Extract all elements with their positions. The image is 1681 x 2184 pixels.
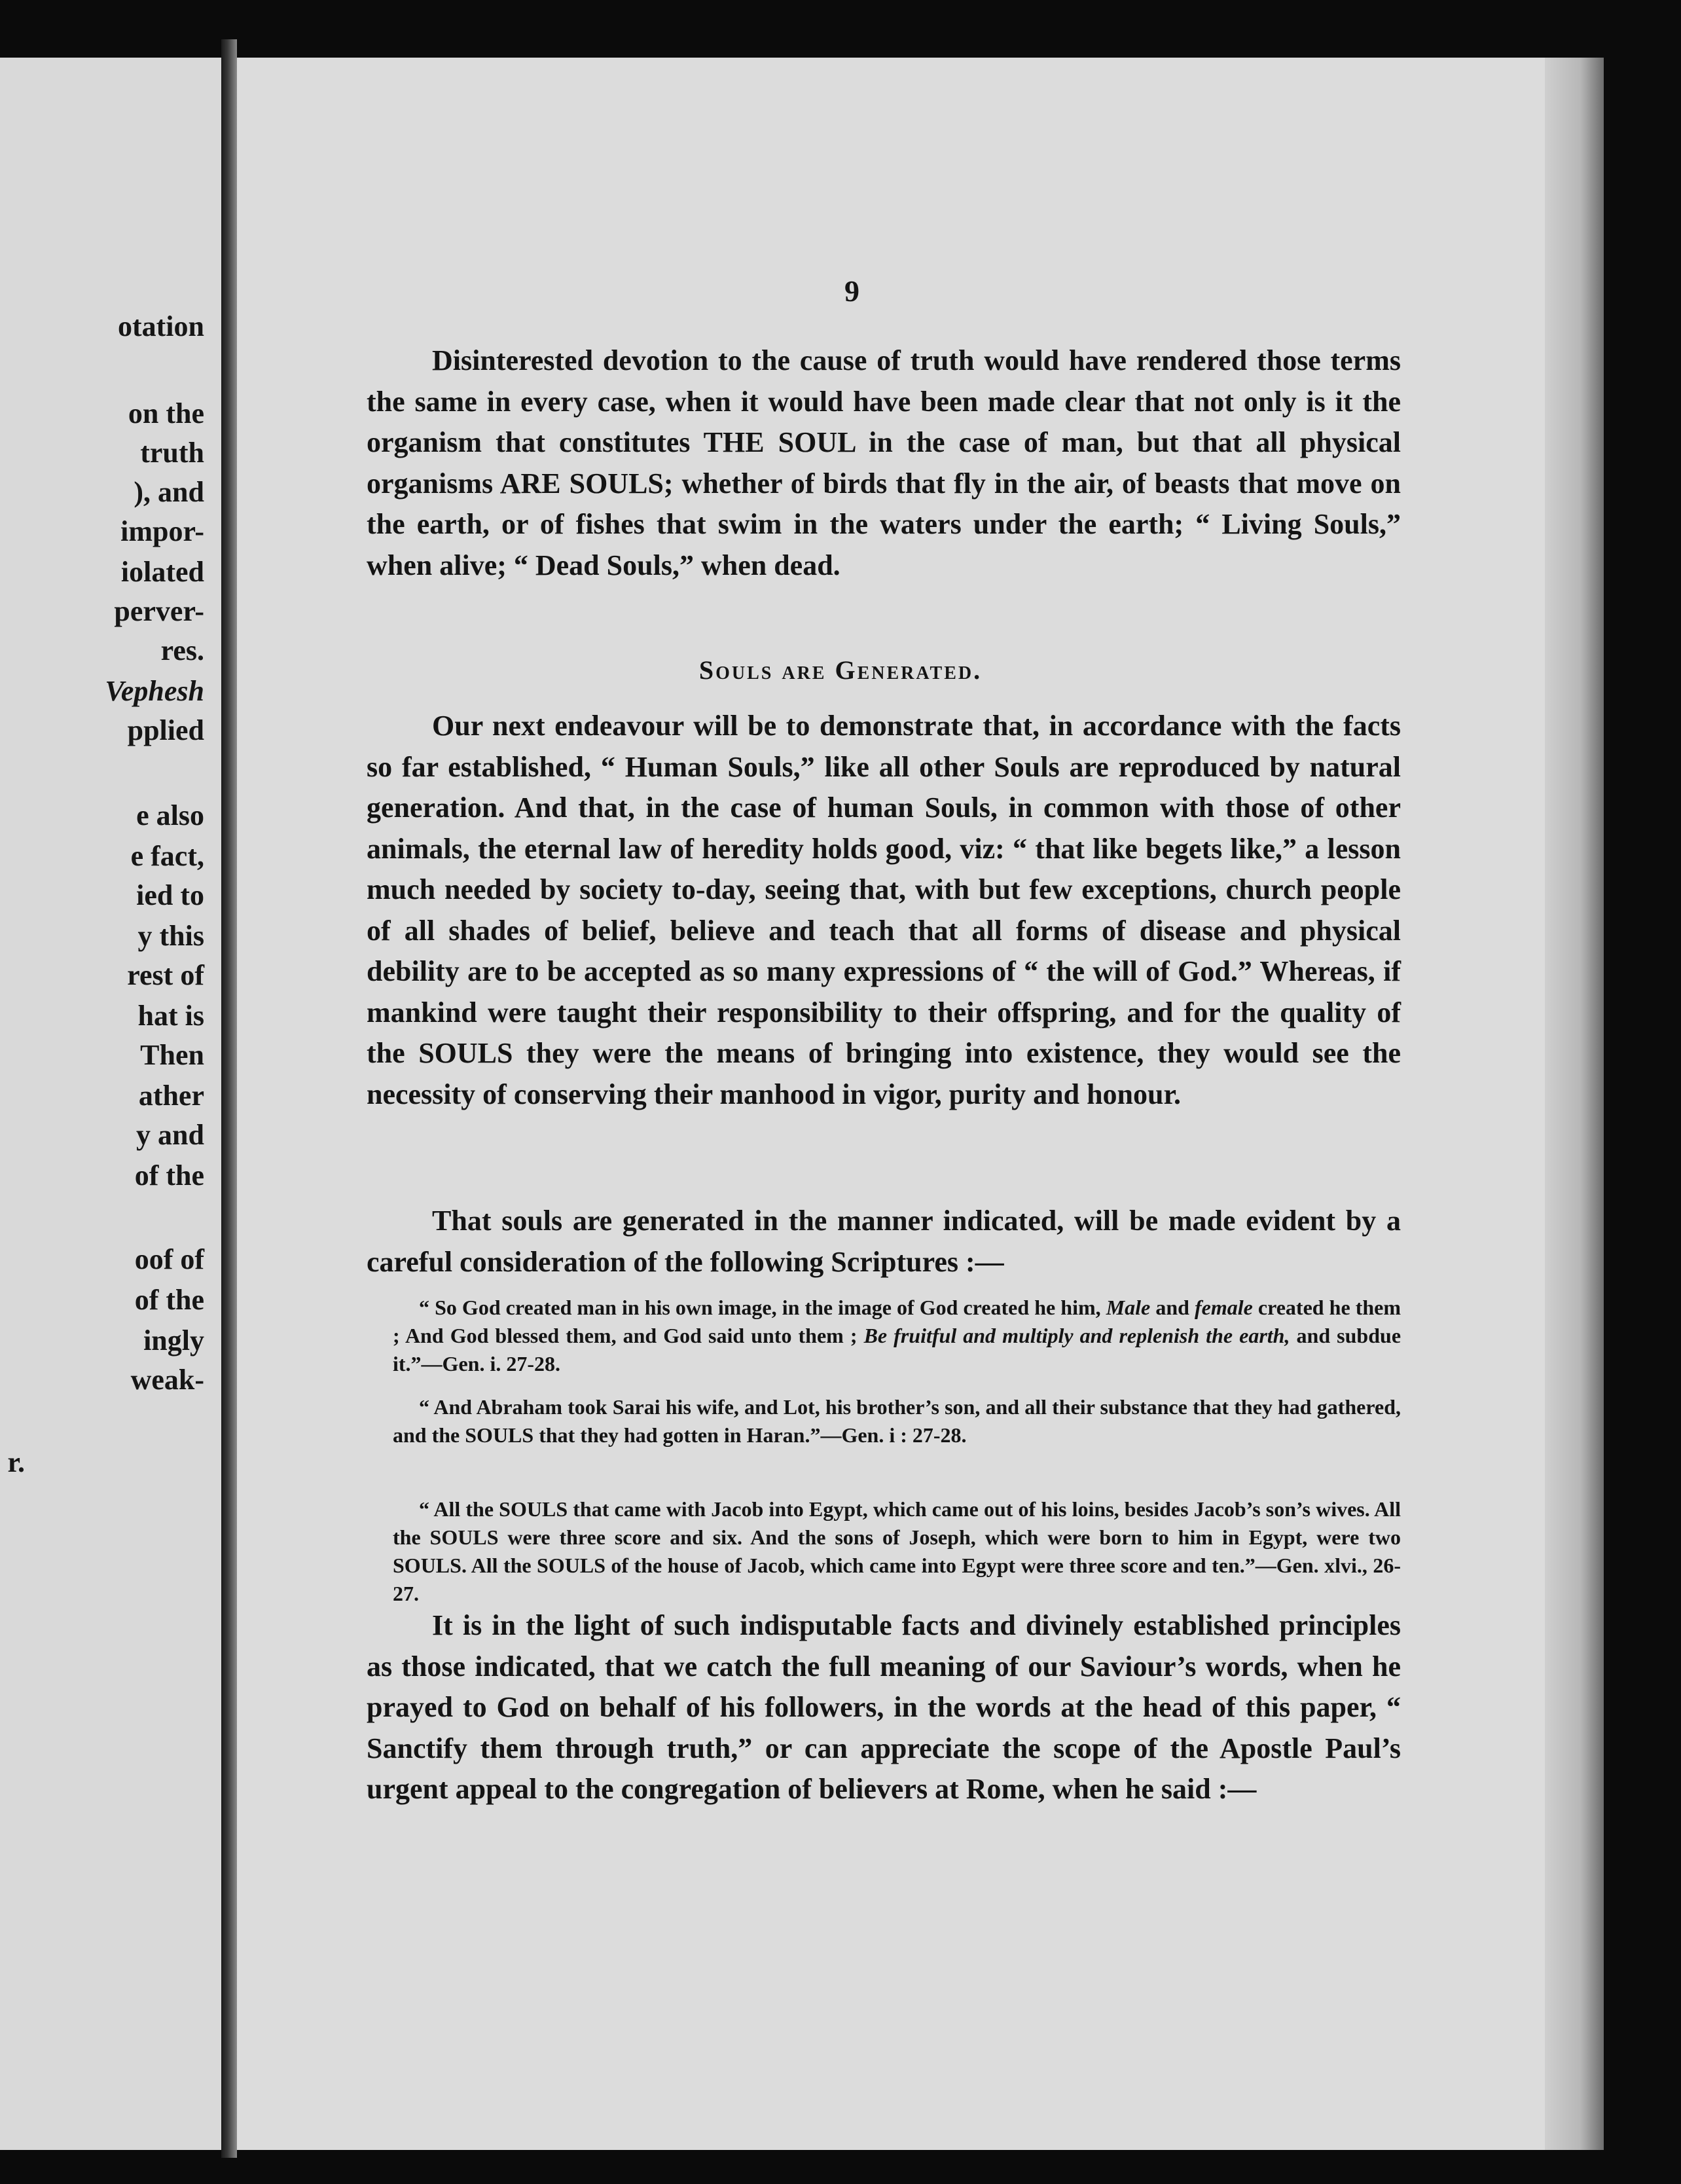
paragraph-4-text: It is in the light of such indisputable facts and divinely established principles as those indicated, that we catch the full meaning of our Saviour’s words, when he prayed to God on behalf of his followers, in the words at the head of this paper, “ Sanctify them through truth,” or can appreciate the scope of the Apostle Paul’s urgent appeal to the congregation of believers at Rome, when he said :— <box>367 1609 1401 1805</box>
quote-2-text: “ And Abraham took Sarai his wife, and Lot, his brother’s son, and all their substance that they had gathered, and the SOULS that they had gotten in Haran.”—Gen. i : 27-28. <box>393 1395 1401 1447</box>
section-heading: Souls are Generated. <box>698 655 983 685</box>
paragraph-3-text: That souls are generated in the manner indicated, will be made evident by a careful consideration of the following Scriptures :— <box>367 1205 1401 1278</box>
left-fragment: on the <box>128 397 204 429</box>
page-edge <box>1545 58 1604 2150</box>
left-fragment: perver- <box>114 595 204 627</box>
book-gutter <box>221 39 237 2158</box>
left-fragment: hat is <box>137 1000 204 1032</box>
quote-3-text: “ All the SOULS that came with Jacob into Egypt, which came out of his loins, besides Jacob’s son’s wives. All the SOULS were three score and six. And the sons of Joseph, which were born to him in Egypt, were two SOULS. All the SOULS of the house of Jacob, which came into Egypt were three score and ten.”—Gen. xlvi., 26-27. <box>393 1497 1401 1605</box>
quote-1-male: Male <box>1106 1296 1151 1319</box>
left-fragment: ingly <box>143 1324 204 1356</box>
left-fragment: rest of <box>127 959 204 991</box>
scripture-quote-1 <box>393 1294 1401 1378</box>
left-fragment: Vephesh <box>105 675 204 707</box>
left-fragment: of the <box>134 1284 204 1316</box>
left-fragment: Then <box>140 1039 204 1071</box>
paragraph-1-text: Disinterested devotion to the cause of truth would have rendered those terms the same in every case, when it would have been made clear that not only is it the organism that constitutes THE SOUL in the case of man, but that all physical organisms ARE SOULS; whether of birds that fly in the air, of beasts that move on the earth, or of fishes that swim in the waters under the earth; “ Living Souls,” when alive; “ Dead Souls,” when dead. <box>367 344 1401 581</box>
quote-1-female: female <box>1194 1296 1253 1319</box>
left-fragment: y this <box>137 920 204 952</box>
paragraph-2-text: Our next endeavour will be to demonstrate that, in accordance with the facts so far established, “ Human Souls,” like all other Souls are reproduced by natural generation. And that, in the case of human Souls, in common with those of other animals, the eternal law of heredity holds good, viz: “ that like begets like,” a lesson much needed by society to-day, seeing that, with but few exceptions, church people of all shades of belief, believe and teach that all forms of disease and physical debility are to be accepted as so many expressions of “ the will of God.” Whereas, if mankind were taught their responsibility to their offspring, and for the quality of the SOULS they were the means of bringing into existence, they would see the necessity of conserving their manhood in vigor, purity and honour. <box>367 710 1401 1110</box>
left-fragment: ather <box>138 1080 204 1112</box>
scripture-quote-2 <box>393 1393 1401 1449</box>
left-fragment: ied to <box>136 879 204 911</box>
paragraph-4 <box>367 1605 1401 1810</box>
paragraph-2 <box>367 706 1401 1115</box>
paragraph-3 <box>367 1201 1401 1283</box>
quote-1-part-b: and <box>1150 1296 1195 1319</box>
scripture-quote-3 <box>393 1495 1401 1608</box>
previous-page-strip <box>0 58 221 2150</box>
page-number: 9 <box>844 274 859 308</box>
left-fragment: e fact, <box>130 840 204 872</box>
left-fragment: res. <box>160 634 204 666</box>
left-fragment: oof of <box>134 1243 204 1275</box>
quote-1-part-d: and subdue it.”—Gen. i. 27-28. <box>393 1324 1401 1375</box>
left-fragment: otation <box>118 310 204 342</box>
left-fragment: truth <box>140 437 204 469</box>
left-fragment: weak- <box>130 1364 204 1396</box>
left-fragment: ), and <box>134 476 204 508</box>
left-fragment: y and <box>136 1119 204 1151</box>
left-fragment: of the <box>134 1159 204 1192</box>
left-fragment: e also <box>136 799 204 831</box>
left-fragment: iolated <box>120 556 204 588</box>
left-fragment: impor- <box>120 515 204 547</box>
quote-1-part-c: created he them ; And God blessed them, and God said unto them ; <box>393 1296 1401 1347</box>
left-fragment: r. <box>7 1446 25 1478</box>
quote-1-fruitful: Be fruitful and multiply and replenish the earth, <box>863 1324 1290 1347</box>
quote-1-part-a: “ So God created man in his own image, in the image of God created he him, <box>419 1296 1101 1319</box>
paragraph-1 <box>367 340 1401 586</box>
left-fragment: pplied <box>127 714 204 746</box>
